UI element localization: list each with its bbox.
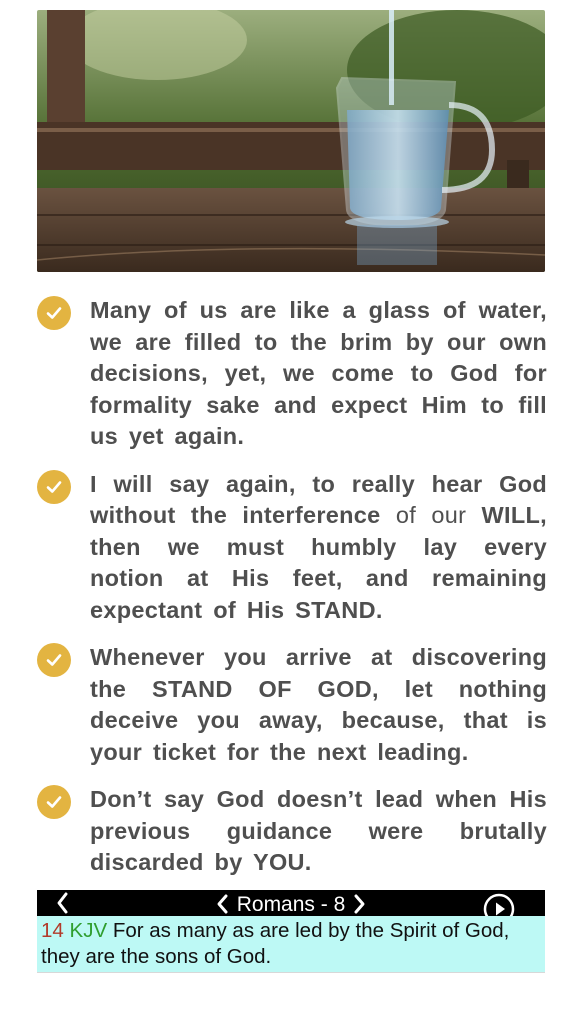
chapter-nav bbox=[37, 893, 545, 916]
bullet-text-part: WILL, then we must humbly lay every notion at His feet, and remaining expectant of His STAND. bbox=[90, 502, 547, 623]
play-audio-icon[interactable] bbox=[483, 893, 515, 916]
bullet-text: Many of us are like a glass of water, we are filled to the brim by our own decisions, yet, we come to God for formality sake and expect Him to fill us yet again. bbox=[90, 297, 547, 449]
previous-chapter-icon[interactable] bbox=[215, 897, 231, 916]
hero-image bbox=[37, 10, 545, 272]
bullet-text-part: of our bbox=[380, 502, 482, 528]
chapter-label[interactable]: Romans - 8 bbox=[236, 893, 346, 916]
verse-number: 14 bbox=[41, 919, 64, 942]
check-circle-icon bbox=[37, 296, 71, 330]
bullet-item bbox=[37, 295, 547, 453]
bullet-text: Whenever you arrive at discovering the STAND OF GOD, let nothing deceive you away, because, that is your ticket for the next leading. bbox=[90, 644, 547, 765]
check-circle-icon bbox=[37, 643, 71, 677]
bullet-item bbox=[37, 784, 547, 879]
bullet-text: Don’t say God doesn’t lead when His previous guidance were brutally discarded by YOU. bbox=[90, 786, 547, 875]
bullet-text-part: I will say again, to really hear God without the interference bbox=[90, 470, 547, 528]
bullet-item bbox=[37, 469, 547, 627]
verse-text bbox=[37, 916, 545, 973]
bullet-item bbox=[37, 642, 547, 768]
bullet-text bbox=[90, 469, 547, 627]
verse-nav-bar bbox=[37, 890, 545, 916]
check-circle-icon bbox=[37, 470, 71, 504]
check-circle-icon bbox=[37, 785, 71, 819]
next-chapter-icon[interactable] bbox=[351, 897, 367, 916]
bullet-list bbox=[37, 295, 547, 895]
verse-translation[interactable]: KJV bbox=[69, 919, 108, 942]
verse-content: For as many as are led by the Spirit of God, they are the sons of God. bbox=[41, 919, 510, 968]
